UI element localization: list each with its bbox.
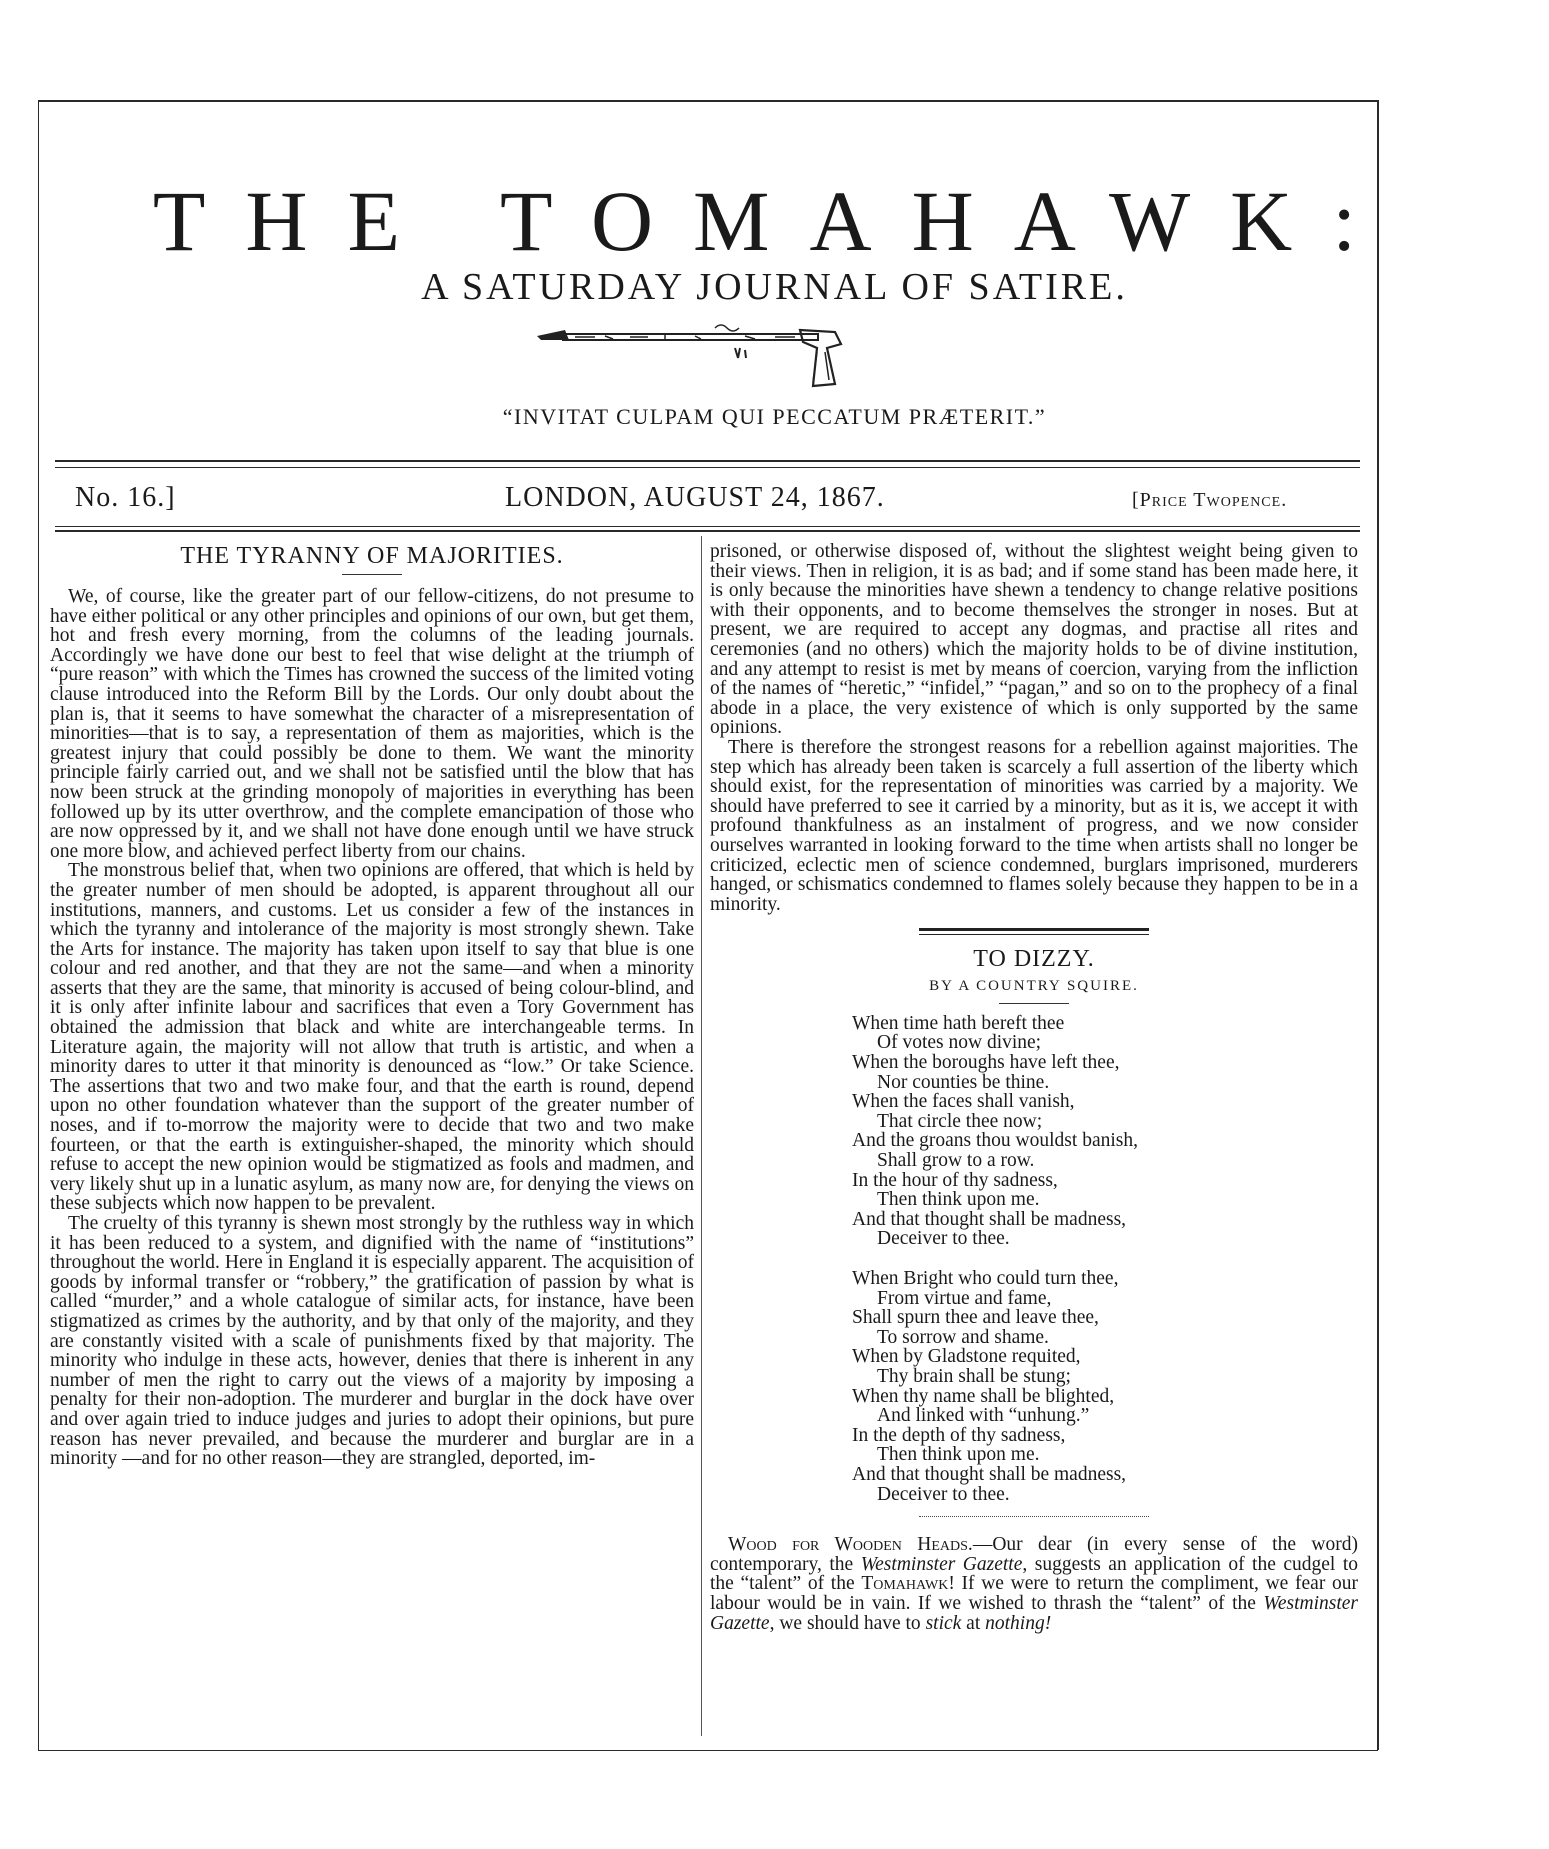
paper-name-2: Westminster Gazette [710,1592,1358,1634]
poem-rule [999,1003,1069,1004]
column-divider [701,536,702,1736]
poem-line: And that thought shall be madness, [852,1208,1127,1230]
motto: “INVITAT CULPAM QUI PECCATUM PRÆTERIT.” [502,404,1047,429]
tomahawk-icon [535,322,855,392]
poem-line: In the hour of thy sadness, [852,1169,1058,1191]
wood-lead: Wood for Wooden Heads. [728,1534,973,1556]
poem-line: And that thought shall be madness, [852,1463,1127,1485]
section-rule [919,928,1149,935]
masthead-subtitle: A SATURDAY JOURNAL OF SATIRE. [421,266,1128,308]
poem-line: Of votes now divine; [877,1032,1042,1054]
poem-line: When Bright who could turn thee, [852,1268,1119,1289]
price: [Price Twopence. [1132,489,1288,511]
title-rule [342,574,402,575]
poem-line: When the faces shall vanish, [852,1091,1075,1113]
right-border [1377,100,1379,1750]
dateline-rule-bottom-thick [55,530,1360,532]
wood-paragraph [710,1535,1358,1633]
place-date: LONDON, AUGUST 24, 1867. [505,482,885,513]
poem-line: When thy name shall be blighted, [852,1385,1115,1407]
stick-word: stick [925,1612,962,1634]
stanza-gap [852,1249,1358,1269]
poem-line: To sorrow and shame. [877,1326,1049,1348]
poem-line: That circle thee now; [877,1110,1043,1132]
wood-text-e: at [961,1612,986,1634]
wood-text-d: , we should have to [769,1612,926,1634]
poem-title: TO DIZZY. [973,946,1095,973]
bottom-border [38,1750,1378,1751]
poem-line: When time hath bereft thee [852,1012,1065,1034]
article-paragraph-4: prisoned, or otherwise disposed of, without the slightest weight being given to their views. Then in religion, it is as bad; and if some stand has been made here, it is only because the minorities have shewn a tendency to change relative positions with their opponents, and to become themselves the stronger in noses. But at present, we are required to accept any dogmas, and practise all rites and ceremonies (and no others) which the majority holds to be of divine institution, and any attempt to resist is met by means of coercion, varying from the infliction of the names of “heretic,” “infidel,” “pagan,” and so on to the prophecy of a final abode in a place, the very existence of which is only supported by the same opinions. [710,541,1358,739]
nothing-word: nothing! [985,1612,1052,1634]
article-paragraph-3: The cruelty of this tyranny is shewn most strongly by the ruthless way in which it has been reduced to a system, and dignified with the name of “institutions” throughout the world. Here in England it is especially apparent. The acquisition of goods by informal transfer or “robbery,” the gratification of passion by what is called “murder,” and a whole catalogue of similar acts, for instance, have been stigmatized as crimes by the authority, and by that only of the majority, and they are constantly visited with a scale of punishments fixed by that majority. The minority who indulge in these acts, however, denies that there is inherent in any number of men the right to carry out the views of a majority by imposing a penalty for their non-adoption. The murderer and burglar in the dock have over and over again tried to induce judges and juries to adopt their opinions, but pure reason has never prevailed, and because the murderer and burglar are in a minority —and for no other reason—they are strangled, deported, im- [50,1213,694,1470]
article-paragraph-5: There is therefore the strongest reasons for a rebellion against majorities. The step which has already been taken is scarcely a full assertion of the liberty which should exist, for the representation of minorities was carried by a majority. We should have preferred to see it carried by a minority, but as it is, we accept it with profound thankfulness as an instalment of progress, and we now consider ourselves warranted in looking forward to the time when artists shall no longer be criticized, eclectic men of science condemned, burglars imprisoned, murderers hanged, or schismatics condemned to flames solely because they happen to be in a minority. [710,736,1358,915]
poem-line: Then think upon me. [877,1444,1040,1466]
poem-line: From virtue and fame, [877,1287,1052,1309]
poem-line: Nor counties be thine. [877,1071,1050,1093]
left-border [38,100,39,1750]
poem-line: Shall grow to a row. [877,1150,1035,1172]
article-title: THE TYRANNY OF MAJORITIES. [180,543,564,569]
poem-line: Shall spurn thee and leave thee, [852,1307,1099,1329]
issue-number: No. 16.] [75,482,176,513]
wood-text-c: ! If we were to return the compliment, we fear our labour would be in vain. If we wished to thrash the “talent” of the [710,1573,1358,1614]
poem-byline: BY A COUNTRY SQUIRE. [929,978,1139,995]
poem-line: And the groans thou wouldst banish, [852,1130,1138,1152]
dateline-rule-top-thin [55,467,1360,468]
article-paragraph-2: The monstrous belief that, when two opinions are offered, that which is held by the greater number of men should be adopted, is apparent throughout all our institutions, manners, and customs. Let us consider a few of the instances in which the tyranny and intolerance of the majority is most strongly shewn. Take the Arts for instance. The majority has taken upon itself to say that blue is one colour and red another, and that they are not the same—and when a minority asserts that they are the same, that minority is accused of being colour-blind, and it is only after infinite labour and sacrifices that even a Tory Government has obtained the admission that black and white are interchangeable terms. In Literature again, the majority will not allow that truth is artistic, and when a minority dares to utter it that minority is denounced as “low.” Or take Science. The assertions that two and two make four, and that the earth is round, depend upon no other foundation whatever than the support of the greater number of noses, and if to-morrow the majority were to decide that two and two make fourteen, or that the earth is extinguisher-shaped, the minority which should refuse to accept the new opinion would be stigmatized as fools and madmen, and very likely shut up in a lunatic asylum, as many now are, for denying the views on these subjects which now happen to be prevalent. [50,860,694,1215]
poem-body [852,1014,1358,1504]
poem-line: Then think upon me. [877,1189,1040,1211]
poem-line: Thy brain shall be stung; [877,1365,1071,1387]
dateline-rule-bottom [55,526,1360,527]
poem-line: Deceiver to thee. [877,1483,1010,1505]
poem-line: When by Gladstone requited, [852,1346,1081,1368]
masthead-title: THE TOMAHAWK: [152,173,1397,269]
wood-text-b: , suggests an application of the cudgel to the “talent” of the [710,1553,1358,1595]
paper-name: Westminster Gazette [860,1553,1023,1575]
column-left [50,542,694,1469]
poem-line: When the boroughs have left thee, [852,1052,1120,1074]
poem-end-rule [919,1516,1149,1517]
tomahawk-name: Tomahawk [861,1573,949,1595]
top-border [38,100,1378,102]
wood-text-a: —Our dear (in every sense of the word) contemporary, the [710,1534,1358,1575]
poem-line: And linked with “unhung.” [877,1405,1090,1427]
poem-line: In the depth of thy sadness, [852,1424,1066,1446]
article-paragraph-1: We, of course, like the greater part of our fellow-citizens, do not presume to have either political or any other principles and opinions of our own, but get them, hot and fresh every morning, from the columns of the leading journals. Accordingly we have done our best to feel that wise delight at the triumph of “pure reason” with which the Times has crowned the success of the limited voting clause introduced into the Reform Bill by the Lords. Our only doubt about the plan is, that it seems to have somewhat the character of a misrepresentation of minorities—that is to say, a representation of them as majorities, which is the greatest injury that could possibly be done to them. We want the minority principle fairly carried out, and we shall not be satisfied until the blow that has now been struck at the grinding monopoly of majorities in everything has been followed up by its utter overthrow, and the complete emancipation of those who are now oppressed by it, and we shall not have done enough until we have struck one more blow, and achieved perfect liberty from our chains. [50,586,694,862]
dateline-rule-top [55,460,1360,462]
poem-line: Deceiver to thee. [877,1228,1010,1250]
column-right [710,542,1358,1633]
